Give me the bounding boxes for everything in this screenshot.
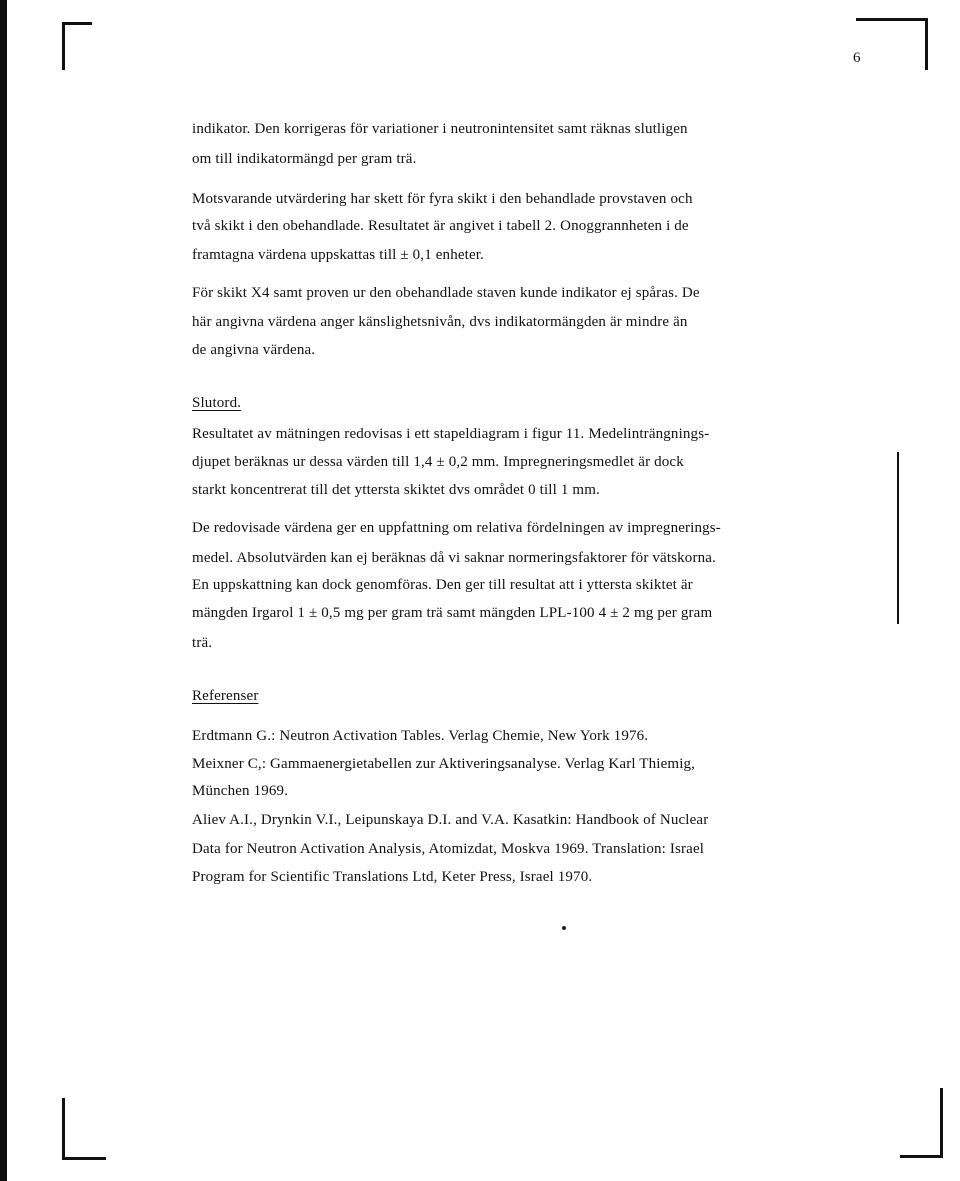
text-line: För skikt X4 samt proven ur den obehandlade staven kunde indikator ej spåras. De: [192, 285, 700, 301]
crop-mark-bottom-right-horizontal: [900, 1155, 943, 1158]
text-line: trä.: [192, 635, 213, 651]
text-line: Resultatet av mätningen redovisas i ett stapeldiagram i figur 11. Medelinträngnings-: [192, 426, 710, 442]
reference-entry: Erdtmann G.: Neutron Activation Tables. Verlag Chemie, New York 1976.: [192, 728, 649, 744]
crop-mark-bottom-right-vertical: [940, 1088, 943, 1158]
reference-entry: Data for Neutron Activation Analysis, Atomizdat, Moskva 1969. Translation: Israel: [192, 841, 705, 857]
crop-mark-bottom-left-vertical: [62, 1098, 65, 1160]
crop-mark-top-right-vertical: [925, 18, 928, 70]
text-line: mängden Irgarol 1 ± 0,5 mg per gram trä samt mängden LPL-100 4 ± 2 mg per gram: [192, 605, 713, 621]
text-line: de angivna värdena.: [192, 342, 316, 358]
text-line: medel. Absolutvärden kan ej beräknas då vi saknar normeringsfaktorer för vätskorna.: [192, 550, 716, 566]
crop-mark-bottom-left-horizontal: [62, 1157, 106, 1160]
text-line: indikator. Den korrigeras för variationer i neutronintensitet samt räknas slutligen: [192, 121, 688, 137]
crop-mark-top-left-horizontal: [62, 22, 92, 25]
text-line: framtagna värdena uppskattas till ± 0,1 enheter.: [192, 247, 485, 263]
text-line: två skikt i den obehandlade. Resultatet är angivet i tabell 2. Onoggrannheten i de: [192, 218, 689, 234]
reference-entry: München 1969.: [192, 783, 289, 799]
page-number: 6: [853, 50, 861, 66]
scan-edge-left: [0, 0, 7, 1181]
crop-mark-top-right-horizontal: [856, 18, 928, 21]
reference-entry: Meixner C,: Gammaenergietabellen zur Aktiveringsanalyse. Verlag Karl Thiemig,: [192, 756, 696, 772]
text-line: Motsvarande utvärdering har skett för fyra skikt i den behandlade provstaven och: [192, 191, 693, 207]
text-line: djupet beräknas ur dessa värden till 1,4 ± 0,2 mm. Impregneringsmedlet är dock: [192, 454, 684, 470]
text-line: här angivna värdena anger känslighetsnivån, dvs indikatormängden är mindre än: [192, 314, 688, 330]
reference-entry: Aliev A.I., Drynkin V.I., Leipunskaya D.I. and V.A. Kasatkin: Handbook of Nuclear: [192, 812, 709, 828]
heading-referenser: Referenser: [192, 688, 259, 704]
crop-mark-top-left-vertical: [62, 22, 65, 70]
text-line: om till indikatormängd per gram trä.: [192, 151, 417, 167]
text-line: En uppskattning kan dock genomföras. Den ger till resultat att i yttersta skiktet är: [192, 577, 693, 593]
reference-entry: Program for Scientific Translations Ltd, Keter Press, Israel 1970.: [192, 869, 593, 885]
text-line: starkt koncentrerat till det yttersta skiktet dvs området 0 till 1 mm.: [192, 482, 600, 498]
text-line: De redovisade värdena ger en uppfattning om relativa fördelningen av impregnerings-: [192, 520, 721, 536]
heading-slutord: Slutord.: [192, 395, 242, 411]
margin-rule-right: [897, 452, 899, 624]
scan-speck: [562, 926, 566, 930]
